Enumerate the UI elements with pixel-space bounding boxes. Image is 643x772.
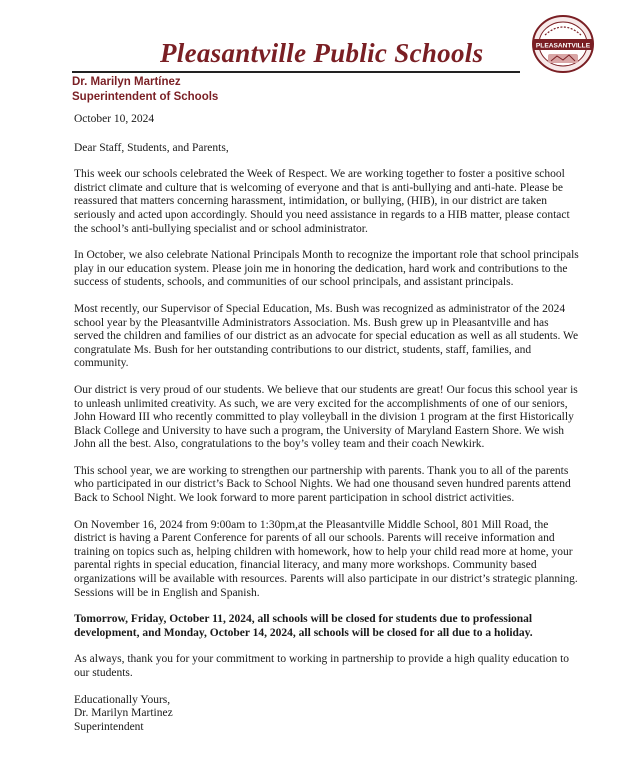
sender-role: Superintendent of Schools (72, 91, 219, 103)
closure-notice: Tomorrow, Friday, October 11, 2024, all schools will be closed for students due to professional development, and Monday, October 14, 2024, all schools will be closed for all due to a holiday. (74, 613, 533, 639)
signer-title: Superintendent (74, 720, 144, 733)
paragraph-parent-partnership: This school year, we are working to strengthen our partnership with parents. Thank you to all of the parents who participated in our district’s Back to School Nights. We had one thousand seven hundred parents attend Back to School Night. We look forward to more parent participation in school district activities. (74, 464, 571, 505)
letter-body (74, 113, 580, 734)
seal-main-text: PLEASANTVILLE (535, 42, 591, 50)
sender-name: Dr. Marilyn Martínez (72, 76, 181, 88)
sender-block (72, 75, 218, 105)
letter-date: October 10, 2024 (74, 113, 155, 125)
closing-block (74, 694, 580, 735)
paragraph-special-education: Most recently, our Supervisor of Special Education, Ms. Bush was recognized as administrator of the 2024 school year by the Pleasantville Administrators Association. Ms. Bush grew up in Pleasantville and has served the children and families of our district as an advocate for special education as well as all students. We congratulate Ms. Bush for her outstanding contributions to our district, students, staff, families, and community. (74, 302, 579, 370)
district-seal-logo (531, 14, 595, 74)
letterhead-title: Pleasantville Public Schools (160, 38, 484, 68)
signer-name: Dr. Marilyn Martinez (74, 707, 173, 720)
paragraph-principals-month: In October, we also celebrate National Principals Month to recognize the important role that school principals play in our education system. Please join me in honoring the dedication, hard work and contributions to the success of students, schools, and communities of our school principals, and assistant principals. (74, 249, 579, 289)
paragraph-parent-conference: On November 16, 2024 from 9:00am to 1:30pm,at the Pleasantville Middle School, 801 Mill Road, the district is having a Parent Conference for parents of all our schools. Parents will receive information and training on topics such as, helping children with homework, how to help your child read more at home, your parental rights in special education, financial literacy, and many more workshops. Community based organizations will be available with resources. Parents will also participate in our district’s strategic planning. Sessions will be in English and Spanish. (74, 518, 578, 599)
valediction: Educationally Yours, (74, 693, 171, 706)
paragraph-thanks: As always, thank you for your commitment to working in partnership to provide a high quality education to our students. (74, 653, 570, 679)
paragraph-students: Our district is very proud of our students. We believe that our students are great! Our focus this school year is to unleash unlimited creativity. As such, we are very excited for the accomplishments of one of our seniors, John Howard III who recently committed to play volleyball in the division 1 program at the first Historically Black College and University to have such a program, the University of Maryland Eastern Shore. We wish John all the best. Also, congratulations to the boy’s volley team and their coach Newkirk. (74, 383, 578, 451)
paragraph-week-of-respect: This week our schools celebrated the Week of Respect. We are working together to foster a positive school district climate and culture that is welcoming of everyone and that is anti-bullying and anti-hate. Please be reassured that matters concerning harassment, intimidation, or bullying, (HIB), in our district are taken seriously and acted upon accordingly. Should you need assistance in regards to a HIB matter, please contact the school’s anti-bullying specialist and or school administrator. (74, 168, 570, 235)
salutation: Dear Staff, Students, and Parents, (74, 141, 229, 154)
letterhead-rule (72, 71, 520, 73)
